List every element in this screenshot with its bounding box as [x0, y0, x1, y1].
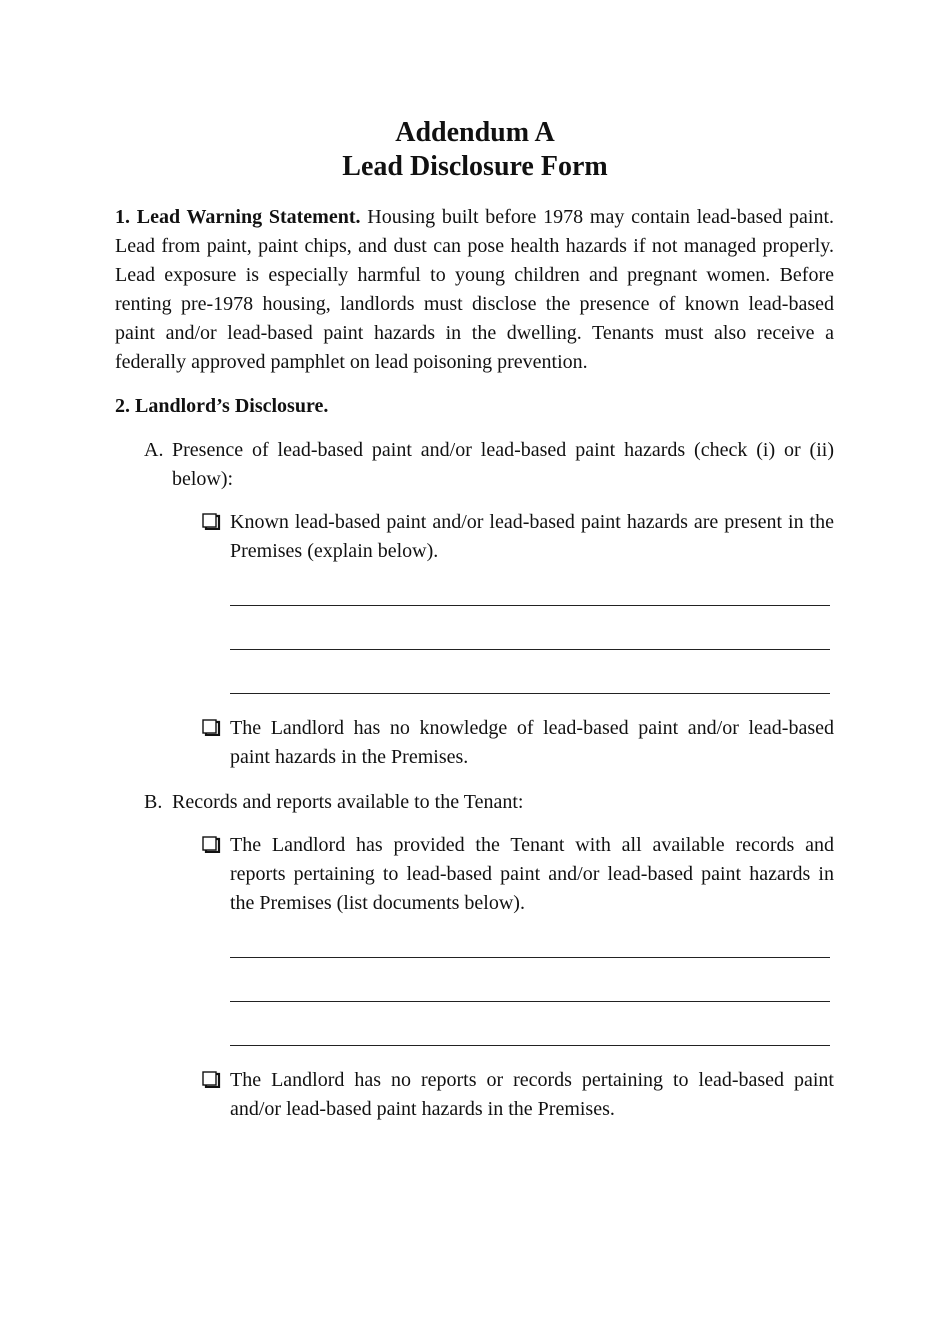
- item-a-marker: A.: [144, 439, 164, 461]
- option-records-provided-label: The Landlord has provided the Tenant with all available records and reports pertaining to lead-based paint and/or lead-based paint hazards in the Premises (list documents below).: [230, 834, 834, 914]
- checkbox-icon[interactable]: [202, 1066, 224, 1088]
- option-no-knowledge-label: The Landlord has no knowledge of lead-based paint and/or lead-based paint hazards in the Premises.: [230, 717, 834, 768]
- documents-blank-line-2[interactable]: [230, 1001, 830, 1002]
- item-b-text: Records and reports available to the Tenant:: [172, 791, 524, 813]
- explanation-blank-line-3[interactable]: [230, 693, 830, 694]
- documents-blank-line-3[interactable]: [230, 1045, 830, 1046]
- item-b: [144, 788, 834, 818]
- item-b-marker: B.: [144, 791, 163, 813]
- checkbox-icon[interactable]: [202, 508, 224, 530]
- explanation-blank-line-2[interactable]: [230, 649, 830, 650]
- document-title-line1: Addendum A: [395, 117, 555, 148]
- checkbox-icon[interactable]: [202, 714, 224, 736]
- option-no-records-label: The Landlord has no reports or records pertaining to lead-based paint and/or lead-based paint hazards in the Premises.: [230, 1069, 834, 1120]
- section-1-lead-warning: [115, 203, 834, 377]
- option-known-hazards-label: Known lead-based paint and/or lead-based paint hazards are present in the Premises (explain below).: [230, 511, 834, 562]
- section-1-heading: 1. Lead Warning Statement.: [115, 206, 361, 228]
- item-a: [144, 436, 834, 496]
- checkbox-icon[interactable]: [202, 831, 224, 853]
- item-a-text: Presence of lead-based paint and/or lead-based paint hazards (check (i) or (ii) below):: [172, 439, 834, 490]
- document-title-line2: Lead Disclosure Form: [342, 151, 608, 182]
- explanation-blank-line-1[interactable]: [230, 605, 830, 606]
- documents-blank-line-1[interactable]: [230, 957, 830, 958]
- section-2-heading: 2. Landlord’s Disclosure.: [115, 395, 329, 417]
- section-1-body: Housing built before 1978 may contain lead-based paint. Lead from paint, paint chips, and dust can pose health hazards if not managed properly. Lead exposure is especially harmful to young children and pregnant women. Before renting pre-1978 housing, landlords must disclose the presence of known lead-based paint and/or lead-based paint hazards in the dwelling. Tenants must also receive a federally approved pamphlet on lead poisoning prevention.: [115, 206, 835, 373]
